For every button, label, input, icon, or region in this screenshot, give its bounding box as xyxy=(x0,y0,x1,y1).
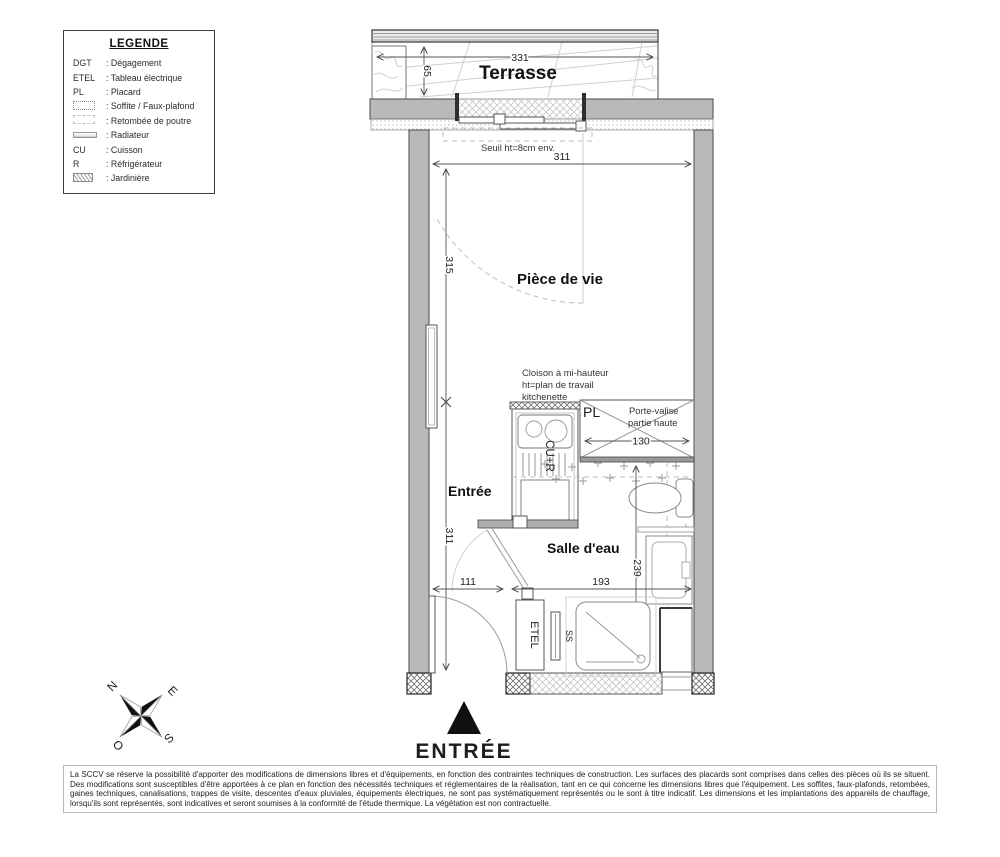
closet-abbr: PL xyxy=(583,404,601,420)
legend-item-pl: PL : Placard xyxy=(64,85,214,99)
towel-rail-label: SS xyxy=(564,629,574,643)
terrace-depth-value: 65 xyxy=(421,65,433,77)
planter xyxy=(372,46,406,99)
legend-item-r: R : Réfrigérateur xyxy=(64,157,214,171)
entry-label: Entrée xyxy=(448,483,492,499)
living-width-value: 311 xyxy=(553,151,571,163)
kitchen-unit-label: CU+R xyxy=(543,440,555,472)
terrace-width-value: 331 xyxy=(511,52,529,64)
entry-door xyxy=(429,596,507,673)
lower-height-value: 311 xyxy=(443,527,455,545)
svg-text:ht=plan de travail: ht=plan de travail xyxy=(522,379,594,390)
entrance-marker xyxy=(415,701,512,763)
electrical-panel-label: ETEL xyxy=(528,621,540,649)
compass-north-label: N xyxy=(104,678,121,695)
washbasin xyxy=(638,527,694,604)
compass-rose xyxy=(99,674,184,759)
bathroom-label: Salle d'eau xyxy=(547,540,620,556)
legend-item-soffite: : Soffite / Faux-plafond xyxy=(64,99,214,113)
compass-east-label: E xyxy=(164,683,181,699)
shower xyxy=(566,597,656,676)
threshold-note: Seuil ht=8cm env. xyxy=(480,142,556,153)
entrance-label: ENTRÉE xyxy=(415,740,513,763)
terrace-label: Terrasse xyxy=(479,63,557,84)
closet xyxy=(580,400,694,462)
upper-height-value: 315 xyxy=(443,256,455,274)
suitcase-note-2: partie haute xyxy=(628,417,678,428)
entrance-arrow-icon xyxy=(447,701,481,734)
disclaimer-text: La SCCV se réserve la possibilité d'apporter des modifications de dimensions libres et d'équipements, en fonction des contraintes techniques de construction. Les surfaces des placards sont comprises dans celles des pièces où ils se situent. Des modifications sont susceptibles d'être apportées à ce plan en fonction des nécessités techniques et réglementaires de la réalisation, tant en ce qui concerne les dimensions libres que l'équipement. Les soffites, faux-plafonds, retombées, gaines techniques, canalisations, trappes de visite, descentes d'eaux pluviales, équipements électriques, ne sont pas systématiquement représentés ou le sont à titre indicatif. Les dimensions et les implantations des appareils de chauffage, lorsqu'ils sont représentés, sont indicatives et seront soumises à la conformité de l'étude thermique. La végétation est non contractuelle. xyxy=(70,770,930,808)
legend-item-etel: ETEL : Tableau électrique xyxy=(64,70,214,84)
bathroom-depth-value: 239 xyxy=(631,559,643,577)
legend-item-dgt: DGT : Dégagement xyxy=(64,56,214,70)
disclaimer-box xyxy=(63,765,937,813)
compass-west-label: O xyxy=(109,737,127,754)
legend-item-radiator: : Radiateur xyxy=(64,128,214,142)
suitcase-note-1: Porte-valise xyxy=(629,405,679,416)
living-room-label: Pièce de vie xyxy=(517,271,603,288)
compass-south-label: S xyxy=(161,730,177,747)
svg-text:kitchenette: kitchenette xyxy=(522,391,568,402)
bathroom-width-value: 193 xyxy=(592,576,610,588)
toilet xyxy=(629,479,693,517)
door-pier-left xyxy=(407,673,431,694)
left-vertical-dimension xyxy=(441,169,455,670)
technical-duct xyxy=(660,608,692,672)
living-width-dimension xyxy=(433,151,691,164)
legend-item-beam: : Retombée de poutre xyxy=(64,114,214,128)
partition-note xyxy=(522,367,609,402)
legend-item-planter: : Jardinière xyxy=(64,171,214,185)
terrace-area xyxy=(372,30,658,99)
electrical-panel xyxy=(516,600,544,670)
legend-title: LEGENDE xyxy=(109,38,169,50)
door-pier-right xyxy=(506,673,530,694)
svg-text:Cloison à mi-hauteur: Cloison à mi-hauteur xyxy=(522,367,609,378)
closet-width-value: 130 xyxy=(632,435,650,448)
entry-width-dimension xyxy=(433,576,503,589)
legend-item-cu: CU : Cuisson xyxy=(64,142,214,156)
entry-width-value: 111 xyxy=(460,576,476,588)
towel-radiator xyxy=(551,612,574,660)
radiator xyxy=(426,325,437,428)
